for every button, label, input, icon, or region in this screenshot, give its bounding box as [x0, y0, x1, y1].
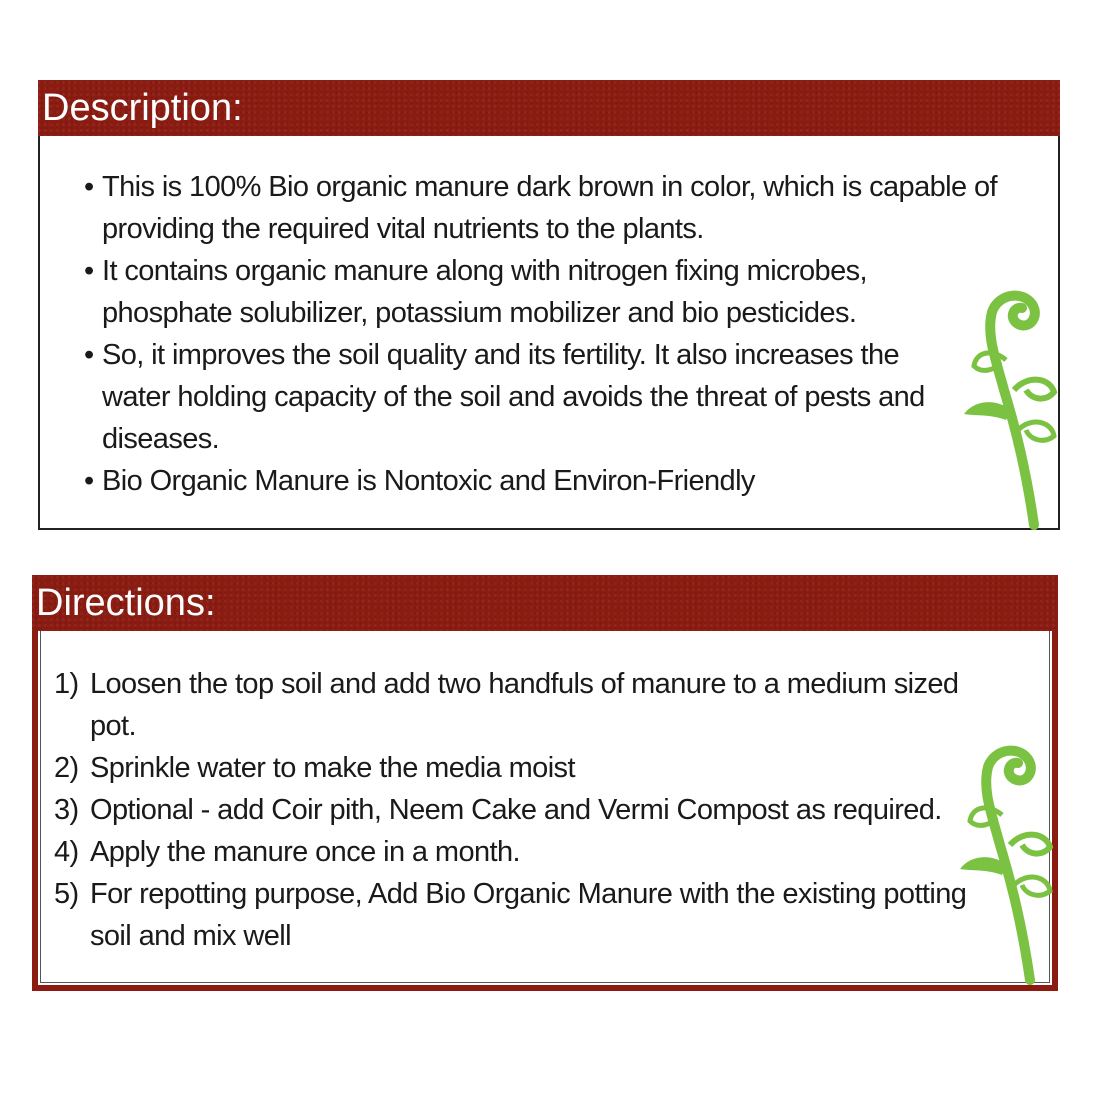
- description-header: [38, 80, 1060, 136]
- directions-panel: [32, 575, 1058, 991]
- direction-step: 1) Loosen the top soil and add two handfuls of manure to a medium sized pot.: [54, 668, 959, 742]
- directions-title: Directions:: [36, 582, 216, 624]
- direction-step: 3) Optional - add Coir pith, Neem Cake and Vermi Compost as required.: [54, 794, 942, 826]
- direction-step: 5) For repotting purpose, Add Bio Organic Manure with the existing potting soil and mix well: [54, 878, 967, 952]
- description-item: • This is 100% Bio organic manure dark brown in color, which is capable of providing the required vital nutrients to the plants.: [84, 171, 997, 245]
- leaf-ornament-icon: [952, 745, 1062, 985]
- directions-list: [54, 663, 1044, 957]
- description-item: • So, it improves the soil quality and its fertility. It also increases the water holding capacity of the soil and avoids the threat of pests and diseases.: [84, 339, 925, 455]
- direction-step: 2) Sprinkle water to make the media moist: [54, 752, 575, 784]
- description-item: • Bio Organic Manure is Nontoxic and Environ-Friendly: [84, 465, 755, 497]
- description-body: [64, 166, 1004, 502]
- description-panel: [38, 80, 1060, 530]
- direction-step: 4) Apply the manure once in a month.: [54, 836, 520, 868]
- description-list: [64, 166, 1004, 502]
- leaf-ornament-icon: [956, 290, 1066, 530]
- description-item: • It contains organic manure along with nitrogen fixing microbes, phosphate solubilizer, potassium mobilizer and bio pesticides.: [84, 255, 867, 329]
- directions-header: [32, 575, 1058, 631]
- directions-body: [54, 663, 1044, 957]
- description-title: Description:: [42, 87, 243, 129]
